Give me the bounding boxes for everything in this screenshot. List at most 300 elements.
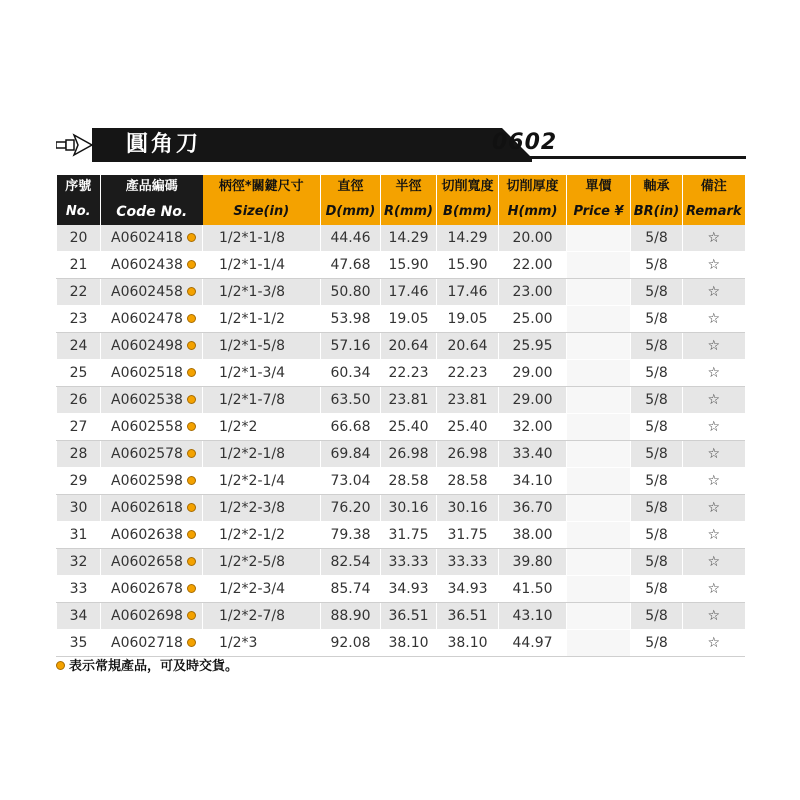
header-zh-price: 單價 (567, 175, 631, 199)
cell-size-text: 1/2*1-3/4 (219, 365, 286, 381)
header-en-b: B(mm) (437, 199, 499, 225)
cell-price (567, 360, 631, 387)
orange-dot-icon (187, 314, 196, 323)
cell-b (437, 306, 499, 333)
cell-code-text: A0602458 (111, 284, 183, 300)
cell-code (101, 603, 203, 630)
cell-d-text: 53.98 (330, 311, 371, 327)
cell-size (203, 468, 321, 495)
cell-br-text: 5/8 (645, 284, 668, 300)
cell-d (321, 333, 381, 360)
orange-dot-icon (187, 476, 196, 485)
cell-size-text: 1/2*1-1/4 (219, 257, 286, 273)
cell-no (57, 468, 101, 495)
cell-code-text: A0602558 (111, 419, 183, 435)
cell-b (437, 252, 499, 279)
star-outline-icon: ☆ (707, 230, 721, 246)
cell-code (101, 630, 203, 657)
cell-no-text: 33 (69, 581, 88, 597)
orange-dot-icon (187, 260, 196, 269)
cell-b-text: 38.10 (447, 635, 488, 651)
cell-code (101, 495, 203, 522)
cell-b (437, 279, 499, 306)
cell-r (381, 549, 437, 576)
cell-price (567, 468, 631, 495)
cell-h (499, 495, 567, 522)
table-row (57, 495, 745, 522)
cell-d (321, 549, 381, 576)
header-en-r: R(mm) (381, 199, 437, 225)
cell-d-text: 47.68 (330, 257, 371, 273)
cell-price (567, 441, 631, 468)
cell-d-text: 69.84 (330, 446, 371, 462)
cell-size (203, 387, 321, 414)
cell-r-text: 33.33 (388, 554, 429, 570)
cell-b-text: 25.40 (447, 419, 488, 435)
cell-code (101, 441, 203, 468)
footnote (56, 655, 238, 674)
cell-d-text: 50.80 (330, 284, 371, 300)
cell-remark (683, 441, 745, 468)
cell-b-text: 22.23 (447, 365, 488, 381)
cell-no-text: 35 (69, 635, 88, 651)
orange-dot-icon (187, 233, 196, 242)
cell-h (499, 576, 567, 603)
cell-b-text: 30.16 (447, 500, 488, 516)
cell-b (437, 225, 499, 252)
cell-code-text: A0602538 (111, 392, 183, 408)
cell-d-text: 76.20 (330, 500, 371, 516)
cell-b-text: 19.05 (447, 311, 488, 327)
cell-br-text: 5/8 (645, 554, 668, 570)
cell-d-text: 92.08 (330, 635, 371, 651)
cell-no (57, 306, 101, 333)
cell-code (101, 387, 203, 414)
table-row (57, 576, 745, 603)
cell-code (101, 522, 203, 549)
cell-size-text: 1/2*2-7/8 (219, 608, 286, 624)
cell-price (567, 279, 631, 306)
cell-h (499, 522, 567, 549)
cell-h (499, 603, 567, 630)
cell-no-text: 20 (69, 230, 88, 246)
cell-br-text: 5/8 (645, 500, 668, 516)
table-row (57, 252, 745, 279)
header-en-price: Price ¥ (567, 199, 631, 225)
star-outline-icon: ☆ (707, 365, 721, 381)
cell-h-text: 25.95 (512, 338, 553, 354)
cell-price (567, 576, 631, 603)
cell-remark (683, 495, 745, 522)
header-zh-h: 切削厚度 (499, 175, 567, 199)
header-zh-code: 產品編碼 (101, 175, 203, 199)
orange-dot-icon (187, 530, 196, 539)
cell-r (381, 630, 437, 657)
star-outline-icon: ☆ (707, 392, 721, 408)
cell-b-text: 31.75 (447, 527, 488, 543)
cell-d-text: 82.54 (330, 554, 371, 570)
star-outline-icon: ☆ (707, 257, 721, 273)
cell-h-text: 23.00 (512, 284, 553, 300)
cell-br-text: 5/8 (645, 446, 668, 462)
cell-code-text: A0602498 (111, 338, 183, 354)
cell-no-text: 24 (69, 338, 88, 354)
header-en-no: No. (57, 199, 101, 225)
star-outline-icon: ☆ (707, 635, 721, 651)
cell-h (499, 225, 567, 252)
series-code: 0602 (492, 130, 558, 155)
header-zh-br: 軸承 (631, 175, 683, 199)
cell-remark (683, 252, 745, 279)
cell-price (567, 387, 631, 414)
cell-size-text: 1/2*1-1/2 (219, 311, 286, 327)
cell-h (499, 630, 567, 657)
cell-d-text: 60.34 (330, 365, 371, 381)
cell-d-text: 88.90 (330, 608, 371, 624)
cell-price (567, 522, 631, 549)
cell-no-text: 28 (69, 446, 88, 462)
cell-r (381, 387, 437, 414)
cell-code-text: A0602638 (111, 527, 183, 543)
cell-br (631, 306, 683, 333)
cell-no (57, 360, 101, 387)
cell-h-text: 36.70 (512, 500, 553, 516)
cell-remark (683, 279, 745, 306)
cell-code-text: A0602678 (111, 581, 183, 597)
cell-d (321, 414, 381, 441)
cell-br-text: 5/8 (645, 608, 668, 624)
cell-code-text: A0602658 (111, 554, 183, 570)
cell-code (101, 549, 203, 576)
table-row (57, 549, 745, 576)
cell-remark (683, 387, 745, 414)
cell-r (381, 306, 437, 333)
cell-r (381, 225, 437, 252)
orange-dot-icon (56, 661, 65, 670)
cell-size-text: 1/2*3 (219, 635, 258, 651)
cell-size-text: 1/2*1-3/8 (219, 284, 286, 300)
footnote-text: 表示常規產品，可及時交貨。 (69, 659, 239, 674)
star-outline-icon: ☆ (707, 527, 721, 543)
header-row-en (57, 199, 745, 225)
cell-br (631, 630, 683, 657)
cell-no-text: 34 (69, 608, 88, 624)
cell-d (321, 279, 381, 306)
cell-remark (683, 306, 745, 333)
header-en-code: Code No. (101, 199, 203, 225)
cell-r (381, 603, 437, 630)
cell-r-text: 36.51 (388, 608, 429, 624)
header-en-remark: Remark (683, 199, 745, 225)
cell-r-text: 25.40 (388, 419, 429, 435)
cell-price (567, 414, 631, 441)
table-row (57, 603, 745, 630)
cell-code (101, 252, 203, 279)
cell-size-text: 1/2*2-3/4 (219, 581, 286, 597)
cell-h-text: 22.00 (512, 257, 553, 273)
cell-size-text: 1/2*2-1/2 (219, 527, 286, 543)
cell-remark (683, 522, 745, 549)
cell-r (381, 495, 437, 522)
orange-dot-icon (187, 611, 196, 620)
cell-size (203, 441, 321, 468)
cell-r-text: 20.64 (388, 338, 429, 354)
cell-r (381, 522, 437, 549)
cell-price (567, 333, 631, 360)
cell-r-text: 17.46 (388, 284, 429, 300)
header-en-h: H(mm) (499, 199, 567, 225)
cell-no (57, 576, 101, 603)
cell-b-text: 23.81 (447, 392, 488, 408)
cell-br-text: 5/8 (645, 365, 668, 381)
cell-h (499, 333, 567, 360)
cell-d-text: 66.68 (330, 419, 371, 435)
cell-br (631, 387, 683, 414)
cell-r (381, 360, 437, 387)
cell-code (101, 225, 203, 252)
cell-price (567, 495, 631, 522)
cell-d (321, 252, 381, 279)
cell-h-text: 44.97 (512, 635, 553, 651)
cell-size (203, 603, 321, 630)
cell-br (631, 333, 683, 360)
cell-no-text: 29 (69, 473, 88, 489)
table-row (57, 630, 745, 657)
star-outline-icon: ☆ (707, 284, 721, 300)
cell-code (101, 576, 203, 603)
cell-br-text: 5/8 (645, 311, 668, 327)
cell-d-text: 73.04 (330, 473, 371, 489)
cell-h-text: 33.40 (512, 446, 553, 462)
cell-r-text: 19.05 (388, 311, 429, 327)
cell-size-text: 1/2*1-1/8 (219, 230, 286, 246)
cell-br (631, 225, 683, 252)
cell-b (437, 387, 499, 414)
cell-no (57, 549, 101, 576)
star-outline-icon: ☆ (707, 311, 721, 327)
header-zh-b: 切削寬度 (437, 175, 499, 199)
cell-d (321, 576, 381, 603)
cell-br-text: 5/8 (645, 257, 668, 273)
cell-r-text: 14.29 (388, 230, 429, 246)
star-outline-icon: ☆ (707, 338, 721, 354)
star-outline-icon: ☆ (707, 446, 721, 462)
orange-dot-icon (187, 503, 196, 512)
cell-no (57, 414, 101, 441)
cell-size (203, 549, 321, 576)
table-row (57, 279, 745, 306)
cell-b-text: 14.29 (447, 230, 488, 246)
star-outline-icon: ☆ (707, 581, 721, 597)
cell-h-text: 39.80 (512, 554, 553, 570)
cell-d-text: 85.74 (330, 581, 371, 597)
cell-size (203, 279, 321, 306)
cell-h (499, 549, 567, 576)
cell-d (321, 522, 381, 549)
cell-b-text: 34.93 (447, 581, 488, 597)
cell-h-text: 43.10 (512, 608, 553, 624)
cell-no (57, 630, 101, 657)
cell-br-text: 5/8 (645, 392, 668, 408)
cell-size-text: 1/2*2-1/8 (219, 446, 286, 462)
cell-br (631, 360, 683, 387)
cell-br (631, 522, 683, 549)
cell-b-text: 33.33 (447, 554, 488, 570)
cell-size (203, 630, 321, 657)
cell-code (101, 414, 203, 441)
cell-r (381, 333, 437, 360)
cell-b (437, 441, 499, 468)
header-zh-d: 直徑 (321, 175, 381, 199)
cell-d (321, 495, 381, 522)
cell-size (203, 360, 321, 387)
cell-no-text: 30 (69, 500, 88, 516)
cell-br (631, 414, 683, 441)
cell-d (321, 603, 381, 630)
cell-h (499, 441, 567, 468)
cell-price (567, 549, 631, 576)
cell-code-text: A0602618 (111, 500, 183, 516)
spec-table (56, 175, 745, 657)
cell-code (101, 468, 203, 495)
cell-h-text: 29.00 (512, 365, 553, 381)
header-zh-no: 序號 (57, 175, 101, 199)
cell-code-text: A0602478 (111, 311, 183, 327)
cell-remark (683, 414, 745, 441)
product-title: 圓角刀 (126, 132, 202, 157)
cell-d (321, 306, 381, 333)
table-row (57, 522, 745, 549)
cell-d (321, 468, 381, 495)
cell-r (381, 279, 437, 306)
cell-code (101, 360, 203, 387)
cell-d (321, 441, 381, 468)
cell-no (57, 279, 101, 306)
cell-no-text: 23 (69, 311, 88, 327)
cell-r (381, 414, 437, 441)
cell-remark (683, 333, 745, 360)
cell-b-text: 17.46 (447, 284, 488, 300)
header-en-size: Size(in) (203, 199, 321, 225)
cell-br (631, 468, 683, 495)
cell-d (321, 360, 381, 387)
table-row (57, 414, 745, 441)
cell-b (437, 333, 499, 360)
star-outline-icon: ☆ (707, 608, 721, 624)
cell-size (203, 333, 321, 360)
orange-dot-icon (187, 584, 196, 593)
star-outline-icon: ☆ (707, 554, 721, 570)
title-banner (56, 128, 746, 162)
orange-dot-icon (187, 395, 196, 404)
cell-b (437, 468, 499, 495)
cell-code-text: A0602598 (111, 473, 183, 489)
cell-size (203, 252, 321, 279)
cutter-arrow-icon (56, 132, 96, 158)
cell-size-text: 1/2*2 (219, 419, 258, 435)
cell-r (381, 468, 437, 495)
cell-remark (683, 468, 745, 495)
cell-b-text: 36.51 (447, 608, 488, 624)
cell-br-text: 5/8 (645, 338, 668, 354)
header-zh-r: 半徑 (381, 175, 437, 199)
cell-no-text: 25 (69, 365, 88, 381)
cell-br-text: 5/8 (645, 230, 668, 246)
cell-b-text: 20.64 (447, 338, 488, 354)
cell-h-text: 38.00 (512, 527, 553, 543)
cell-r-text: 30.16 (388, 500, 429, 516)
cell-remark (683, 360, 745, 387)
table-row (57, 225, 745, 252)
cell-b (437, 549, 499, 576)
orange-dot-icon (187, 638, 196, 647)
cell-b (437, 414, 499, 441)
cell-r-text: 34.93 (388, 581, 429, 597)
cell-code-text: A0602438 (111, 257, 183, 273)
cell-r-text: 15.90 (388, 257, 429, 273)
cell-r-text: 31.75 (388, 527, 429, 543)
cell-r-text: 28.58 (388, 473, 429, 489)
cell-no-text: 31 (69, 527, 88, 543)
cell-no-text: 32 (69, 554, 88, 570)
cell-br-text: 5/8 (645, 581, 668, 597)
table-row (57, 306, 745, 333)
cell-size (203, 576, 321, 603)
orange-dot-icon (187, 341, 196, 350)
header-zh-remark: 備注 (683, 175, 745, 199)
cell-h-text: 25.00 (512, 311, 553, 327)
header-zh-size: 柄徑*關鍵尺寸 (203, 175, 321, 199)
cell-no-text: 21 (69, 257, 88, 273)
cell-size-text: 1/2*2-3/8 (219, 500, 286, 516)
cell-code-text: A0602418 (111, 230, 183, 246)
cell-br-text: 5/8 (645, 527, 668, 543)
header-row-zh (57, 175, 745, 199)
star-outline-icon: ☆ (707, 500, 721, 516)
cell-h (499, 387, 567, 414)
cell-h-text: 20.00 (512, 230, 553, 246)
cell-h (499, 360, 567, 387)
cell-size-text: 1/2*2-1/4 (219, 473, 286, 489)
cell-size (203, 522, 321, 549)
cell-size (203, 306, 321, 333)
table-row (57, 441, 745, 468)
cell-h (499, 252, 567, 279)
cell-no (57, 441, 101, 468)
cell-price (567, 630, 631, 657)
cell-size-text: 1/2*1-7/8 (219, 392, 286, 408)
cell-h-text: 41.50 (512, 581, 553, 597)
cell-b-text: 26.98 (447, 446, 488, 462)
cell-size-text: 1/2*1-5/8 (219, 338, 286, 354)
cell-code-text: A0602518 (111, 365, 183, 381)
orange-dot-icon (187, 368, 196, 377)
orange-dot-icon (187, 557, 196, 566)
cell-br-text: 5/8 (645, 473, 668, 489)
cell-no (57, 603, 101, 630)
cell-remark (683, 630, 745, 657)
cell-code-text: A0602718 (111, 635, 183, 651)
cell-r-text: 23.81 (388, 392, 429, 408)
cell-remark (683, 603, 745, 630)
cell-d (321, 225, 381, 252)
cell-no (57, 225, 101, 252)
cell-b (437, 495, 499, 522)
orange-dot-icon (187, 287, 196, 296)
cell-size (203, 495, 321, 522)
orange-dot-icon (187, 422, 196, 431)
cell-d-text: 79.38 (330, 527, 371, 543)
